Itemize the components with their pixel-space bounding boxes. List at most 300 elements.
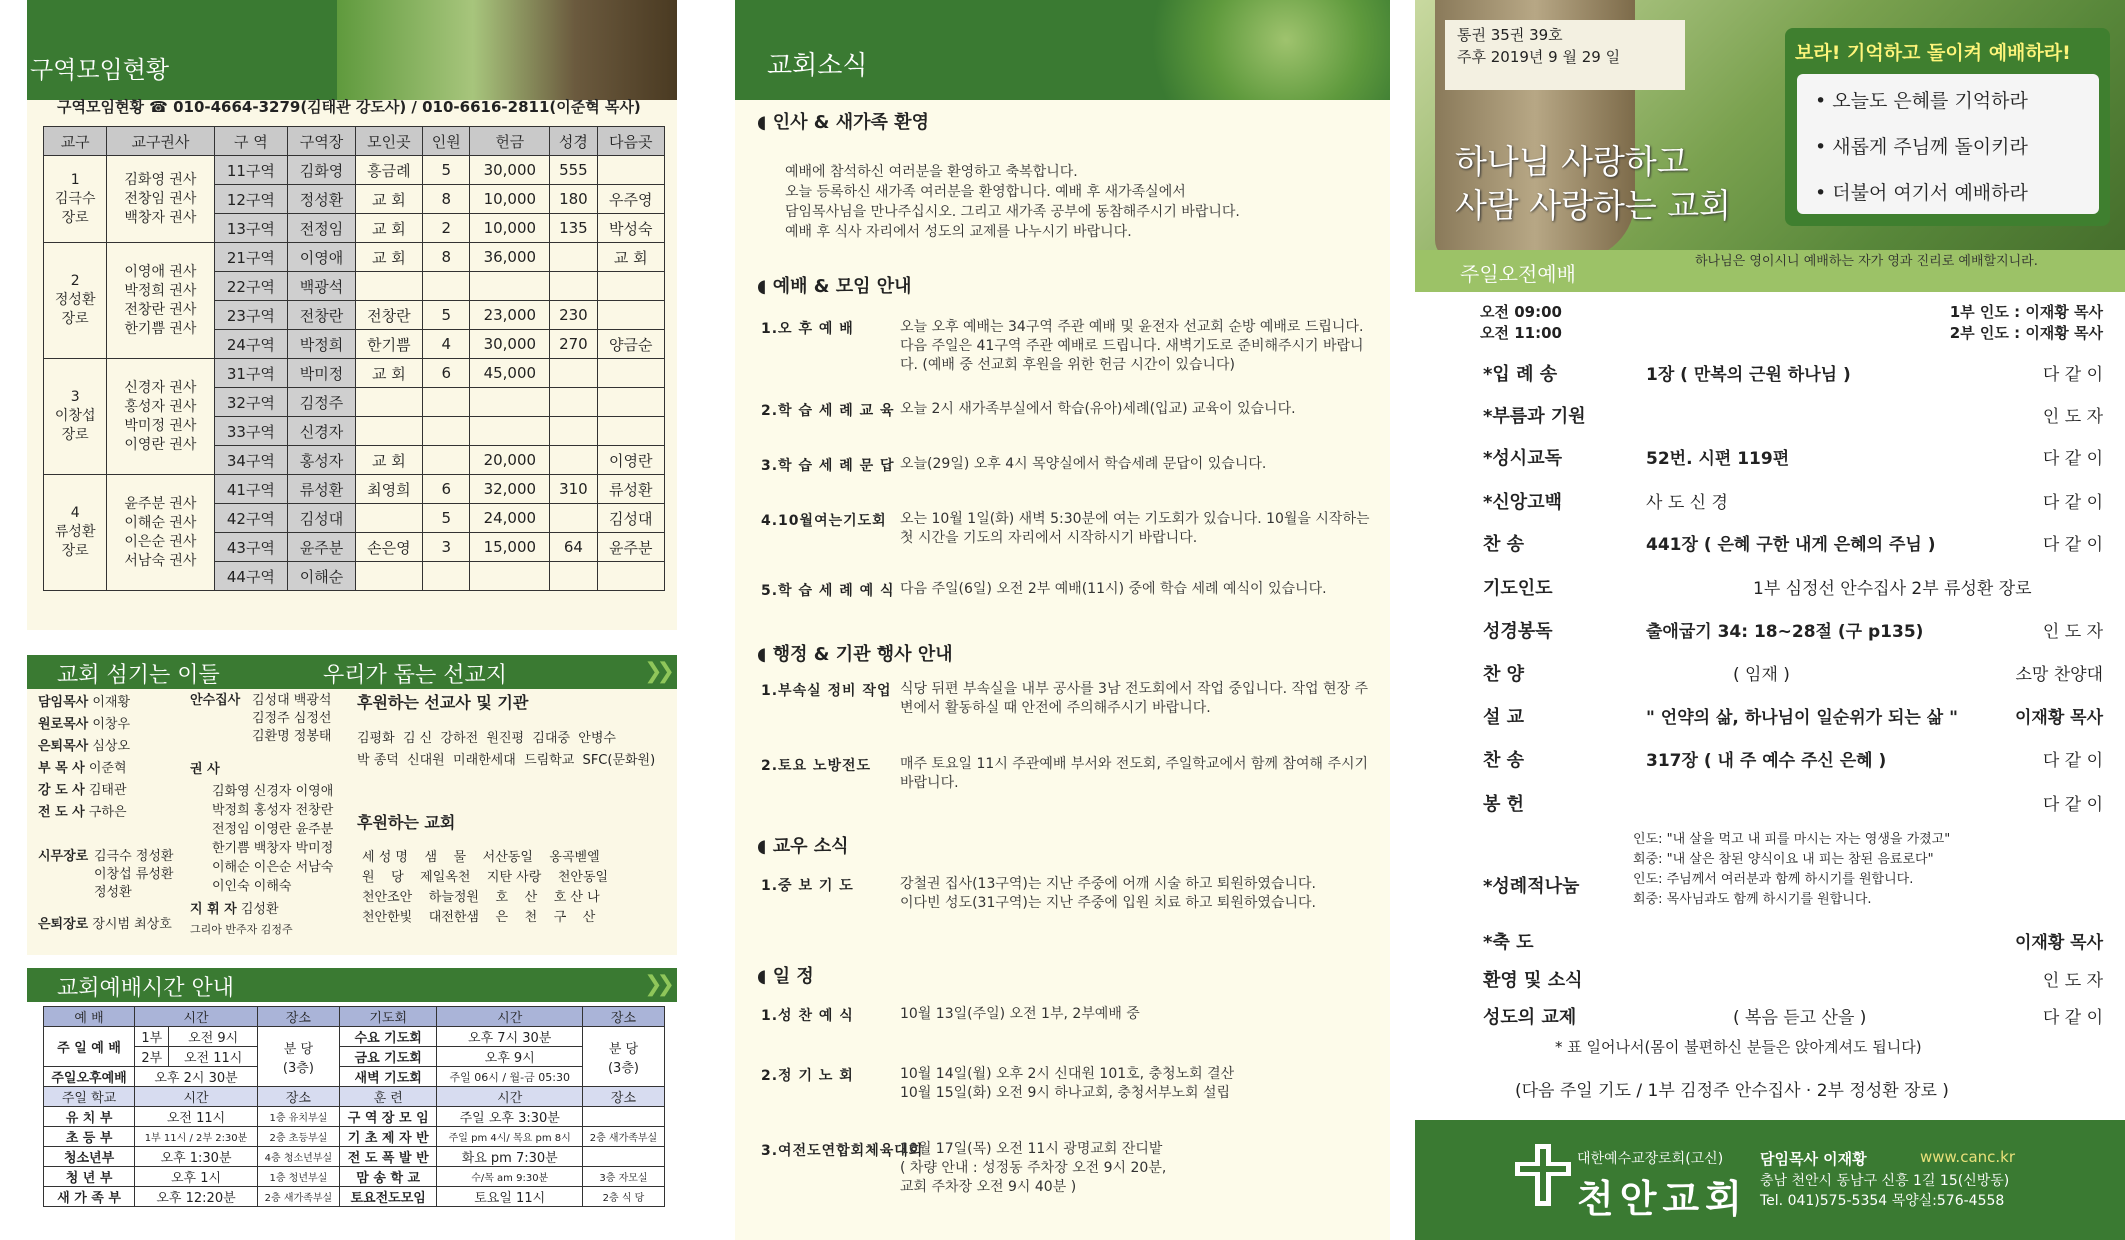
table-row <box>44 359 665 388</box>
retired-elders-label: 은퇴장로 <box>38 917 89 932</box>
column-header: 시간 <box>135 1087 258 1107</box>
order-detail: ( 임재 ) <box>1733 665 1790 685</box>
table-cell: 김정주 <box>288 388 355 417</box>
missionary-names: 김평화 김 신 강하전 원진평 김대중 안병수 박 종덕 신대원 미래한세대 드림학교 SFC(문화원) <box>357 731 656 768</box>
table-cell <box>550 504 597 533</box>
service-times <box>1480 302 1562 344</box>
verse: 하나님은 영이시니 예배하는 자가 영과 진리로 예배할지니라. <box>1695 254 2038 269</box>
table-cell <box>597 417 664 446</box>
column-header: 시간 <box>437 1007 582 1027</box>
time-second: 오전 11:00 <box>1480 324 1562 342</box>
order-leader: 소망 찬양대 <box>2015 665 2103 685</box>
flower-decoration <box>1130 0 1390 100</box>
order-detail: 317장 ( 내 주 예수 주신 은혜 ) <box>1646 751 1887 771</box>
elders-names: 김극수 정성환 이창섭 류성환 정성환 <box>94 849 174 900</box>
accompanist-name: 김정주 <box>260 923 293 936</box>
table-cell: 김화영 <box>288 156 355 185</box>
table-cell <box>582 1107 664 1127</box>
order-item: 찬 양 <box>1483 664 1525 685</box>
server-role: 강 도 사 <box>38 783 85 798</box>
table-cell: 11구역 <box>214 156 288 185</box>
chevron-icon: ❯❯ <box>644 659 669 684</box>
order-row <box>1483 790 2103 816</box>
news-item-label: 3.학 습 세 례 문 답 <box>761 458 895 474</box>
news-item-label: 1.오 후 예 배 <box>761 321 854 337</box>
table-cell <box>355 272 422 301</box>
order-leader: 다 같 이 <box>2042 535 2103 555</box>
table-cell: 오전 11시 <box>169 1047 257 1067</box>
news-item-text: 10월 13일(주일) 오전 1부, 2부예배 중 <box>900 1006 1140 1022</box>
table-cell: 청 년 부 <box>44 1167 135 1187</box>
theme-item: • 더불어 여기서 예배하라 <box>1815 182 2028 204</box>
service-name: 금요 기도회 <box>339 1047 437 1067</box>
panel-news <box>735 0 1390 1240</box>
table-cell: 이영란 <box>597 446 664 475</box>
table-cell <box>423 446 470 475</box>
server-role: 원로목사 <box>38 717 89 732</box>
table-cell: 2부 <box>135 1047 169 1067</box>
order-leader: 이재황 목사 <box>2014 933 2103 953</box>
order-item: *입 례 송 <box>1483 364 1558 385</box>
table-cell: 5 <box>423 504 470 533</box>
table-cell: 오후 2시 30분 <box>135 1067 258 1087</box>
table-cell <box>355 417 422 446</box>
order-item: 기도인도 <box>1483 578 1553 599</box>
table-cell: 손은영 <box>355 533 422 562</box>
table-cell: 30,000 <box>470 156 550 185</box>
order-detail: 1장 ( 만복의 근원 하나님 ) <box>1646 365 1851 385</box>
table-cell: 10,000 <box>470 185 550 214</box>
table-cell: 오전 11시 <box>135 1107 258 1127</box>
next-week-prayer: (다음 주일 기도 / 1부 김정주 안수집사 · 2부 정성환 장로 ) <box>1515 1081 1949 1101</box>
order-row <box>1483 1003 2103 1029</box>
missions-title: 우리가 돕는 선교지 <box>323 663 508 688</box>
table-cell: 맘 송 학 교 <box>339 1167 437 1187</box>
order-item: *성시교독 <box>1483 448 1562 469</box>
table-cell: 6 <box>423 475 470 504</box>
conductor-label: 지 휘 자 <box>190 902 237 917</box>
table-cell: 2층 식 당 <box>582 1187 664 1207</box>
table-row <box>44 243 665 272</box>
column-header: 기도회 <box>339 1007 437 1027</box>
column-header: 장소 <box>582 1087 664 1107</box>
column-header: 성경 <box>550 127 597 156</box>
issue-volume: 통권 35권 39호 <box>1457 26 1563 44</box>
table-cell: 22구역 <box>214 272 288 301</box>
tree-photo <box>337 0 677 100</box>
table-cell: 박미정 <box>288 359 355 388</box>
order-item: 성경봉독 <box>1483 621 1553 642</box>
column-header: 다음곳 <box>597 127 664 156</box>
table-cell: 최영희 <box>355 475 422 504</box>
table-cell: 20,000 <box>470 446 550 475</box>
news-item-text: 다음 주일(6일) 오전 2부 예배(11시) 중에 학습 세례 예식이 있습니다. <box>900 581 1327 597</box>
table-cell: 유 치 부 <box>44 1107 135 1127</box>
table-cell: 64 <box>550 533 597 562</box>
table-cell: 이영애 <box>288 243 355 272</box>
table-cell: 새 가 족 부 <box>44 1187 135 1207</box>
table-cell: 한기쁨 <box>355 330 422 359</box>
table-cell: 양금순 <box>597 330 664 359</box>
table-cell: 8 <box>423 185 470 214</box>
table-cell <box>597 301 664 330</box>
issue-box <box>1445 20 1685 90</box>
table-cell: 15,000 <box>470 533 550 562</box>
table-cell: 청소년부 <box>44 1147 135 1167</box>
service-leaders <box>1950 302 2103 344</box>
order-detail: ( 복음 듣고 산을 ) <box>1733 1008 1867 1028</box>
elders <box>38 848 174 932</box>
table-cell: 30,000 <box>470 330 550 359</box>
table-cell <box>423 272 470 301</box>
church-motto: 하나님 사랑하고 사람 사랑하는 교회 <box>1455 142 1732 225</box>
news-item-label: 4.10월여는기도회 <box>761 513 887 529</box>
panel-group-status <box>0 0 700 1240</box>
table-cell: 23구역 <box>214 301 288 330</box>
table-cell: 전 도 폭 발 반 <box>339 1147 437 1167</box>
order-detail: 1부 심정선 안수집사 2부 류성환 장로 <box>1753 579 2032 599</box>
leader-first: 1부 인도 : 이재황 목사 <box>1949 303 2103 321</box>
deacons-label: 안수집사 <box>190 693 241 708</box>
column-header: 교구권사 <box>107 127 214 156</box>
kwonsa <box>190 760 334 936</box>
news-item-label: 3.여전도연합회체육대회 <box>761 1143 924 1159</box>
page-title: 구역모임현황 <box>30 56 170 84</box>
pastor-name: 담임목사 이재황 <box>1760 1150 1867 1168</box>
server-row <box>38 714 130 736</box>
order-row <box>1483 660 2103 686</box>
table-cell: 270 <box>550 330 597 359</box>
table-row <box>44 1047 665 1067</box>
gutter <box>700 0 735 1240</box>
order-row <box>1483 703 2103 729</box>
table-cell: 오후 12:20분 <box>135 1187 258 1207</box>
order-leader: 인 도 자 <box>2042 971 2103 991</box>
time-first: 오전 09:00 <box>1480 303 1562 321</box>
table-cell <box>597 156 664 185</box>
table-cell <box>470 388 550 417</box>
theme-item: • 새롭게 주님께 돌이키라 <box>1815 136 2028 158</box>
news-item-label: 2.학 습 세 례 교 육 <box>761 403 895 419</box>
news-item-text: 매주 토요일 11시 주관예배 부서와 전도회, 주일학교에서 함께 참여해 주시기 바랍니다. <box>900 756 1369 791</box>
order-detail: 52번. 시편 119편 <box>1646 449 1790 469</box>
supported-churches-subtitle: 후원하는 교회 <box>357 813 456 832</box>
section-worship-notice: ◖ 예배 & 모임 안내 <box>757 276 912 297</box>
server-name: 김태관 <box>84 783 127 798</box>
table-row <box>44 1107 665 1127</box>
server-name: 이재황 <box>88 695 131 710</box>
column-header: 헌금 <box>470 127 550 156</box>
order-item: *신앙고백 <box>1483 492 1562 513</box>
district-elder: 2 정성환 장로 <box>44 243 107 359</box>
servers-title: 교회 섬기는 이들 <box>57 663 220 688</box>
kwonsa-names: 김화영 신경자 이영애 박정희 홍성자 전창란 전정임 이영란 윤주분 한기쁨 백창자 박미정 이해순 이은순 서남숙 이인숙 이해숙 <box>212 784 334 894</box>
section-greeting: ◖ 인사 & 새가족 환영 <box>757 112 929 133</box>
table-cell: 오후 1:30분 <box>135 1147 258 1167</box>
worship-title: 교회예배시간 안내 <box>57 976 235 1001</box>
server-name: 이창우 <box>88 717 131 732</box>
table-cell <box>550 243 597 272</box>
order-item: *부름과 기원 <box>1483 406 1586 427</box>
table-cell <box>355 388 422 417</box>
table-cell <box>470 272 550 301</box>
table-cell: 기 초 제 자 반 <box>339 1127 437 1147</box>
table-cell: 흥금례 <box>355 156 422 185</box>
denomination: 대한예수교장로회(고신) <box>1577 1151 1724 1167</box>
table-cell <box>355 504 422 533</box>
order-detail: 441장 ( 은혜 구한 내게 은혜의 주님 ) <box>1646 535 1936 555</box>
table-cell: 분 당 (3층) <box>582 1027 664 1087</box>
table-cell: 180 <box>550 185 597 214</box>
table-cell: 6 <box>423 359 470 388</box>
column-header: 인원 <box>423 127 470 156</box>
news-item-text: 오늘(29일) 오후 4시 목양실에서 학습세례 문답이 있습니다. <box>900 456 1267 472</box>
table-cell: 1부 <box>135 1027 169 1047</box>
deacons <box>190 692 332 744</box>
table-header-row <box>44 127 665 156</box>
table-cell: 4 <box>423 330 470 359</box>
table-cell: 교 회 <box>597 243 664 272</box>
table-cell: 310 <box>550 475 597 504</box>
servers-list <box>38 692 130 824</box>
group-register-table <box>43 126 665 591</box>
kwonsa-label: 권 사 <box>190 762 220 777</box>
table-cell: 화요 pm 7:30분 <box>437 1147 582 1167</box>
column-header: 장소 <box>582 1007 664 1027</box>
order-leader: 이재황 목사 <box>2014 708 2103 728</box>
table-cell <box>597 272 664 301</box>
table-cell <box>550 562 597 591</box>
server-role: 담임목사 <box>38 695 89 710</box>
service-name: 주 일 예 배 <box>44 1027 135 1067</box>
news-item-label: 1.중 보 기 도 <box>761 878 854 894</box>
table-cell: 1층 청년부실 <box>257 1167 339 1187</box>
table-cell <box>550 359 597 388</box>
news-item-label: 1.성 찬 예 식 <box>761 1008 854 1024</box>
worship-bar <box>27 968 677 1002</box>
column-header: 훈 련 <box>339 1087 437 1107</box>
district-kwonsa: 이영애 권사 박정희 권사 전창란 권사 한기쁨 권사 <box>107 243 214 359</box>
table-cell: 교 회 <box>355 446 422 475</box>
order-leader: 다 같 이 <box>2042 365 2103 385</box>
table-cell: 555 <box>550 156 597 185</box>
news-item-text: 오늘 오후 예배는 34구역 주관 예배 및 윤전자 선교회 순방 예배로 드립니다. 다음 주일은 41구역 주관 예배로 드립니다. 새벽기도로 준비해주시기 바랍니다. (예배 중 선교회 후원을 위한 헌금 시간이 있습니다) <box>900 319 1364 373</box>
service-name: 새벽 기도회 <box>339 1067 437 1087</box>
issue-date: 주후 2019년 9 월 29 일 <box>1457 48 1621 66</box>
table-cell: 2층 새가족부실 <box>257 1187 339 1207</box>
order-item: *축 도 <box>1483 932 1534 953</box>
table-cell: 21구역 <box>214 243 288 272</box>
table-row <box>44 1027 665 1047</box>
table-cell: 정성환 <box>288 185 355 214</box>
table-cell: 주일 06시 / 월-금 05:30 <box>437 1067 582 1087</box>
column-header: 주일 학교 <box>44 1087 135 1107</box>
table-cell: 42구역 <box>214 504 288 533</box>
table-cell: 5 <box>423 156 470 185</box>
service-times-table <box>43 1006 665 1207</box>
district-elder: 4 류성환 장로 <box>44 475 107 591</box>
news-item-label: 1.부속실 정비 작업 <box>761 683 892 699</box>
district-elder: 3 이창섭 장로 <box>44 359 107 475</box>
table-cell: 31구역 <box>214 359 288 388</box>
table-row <box>44 1127 665 1147</box>
theme-item: • 오늘도 은혜를 기억하라 <box>1815 90 2028 112</box>
table-cell: 34구역 <box>214 446 288 475</box>
table-cell: 12구역 <box>214 185 288 214</box>
table-cell: 교 회 <box>355 243 422 272</box>
order-detail: " 언약의 삶, 하나님이 일순위가 되는 삶 " <box>1646 708 1958 728</box>
communion-text: 인도: "내 살을 먹고 내 피를 마시는 자는 영생을 가졌고" 회중: "내 살은 참된 양식이요 내 피는 참된 음료로다" 인도: 주님께서 여러분과 함께 하시기를 원합니다. 회중: 목사님과도 함께 하시기를 원합니다. <box>1633 832 1951 907</box>
column-header: 시간 <box>437 1087 582 1107</box>
district-elder: 1 김극수 장로 <box>44 156 107 243</box>
table-cell <box>470 417 550 446</box>
table-cell: 윤주분 <box>288 533 355 562</box>
news-item-text: 강철권 집사(13구역)는 지난 주중에 어깨 시술 하고 퇴원하였습니다. 이다빈 성도(31구역)는 지난 주중에 입원 치료 하고 퇴원하였습니다. <box>900 876 1316 911</box>
elders-label: 시무장로 <box>38 849 89 864</box>
table-cell: 전창란 <box>355 301 422 330</box>
order-item: 성도의 교제 <box>1483 1007 1577 1028</box>
conductor-name: 김성환 <box>240 902 279 917</box>
news-item-text: 식당 뒤편 부속실을 내부 공사를 3남 전도회에서 작업 중입니다. 작업 현장 주변에서 활동하실 때 안전에 주의해주시기 바랍니다. <box>900 681 1369 716</box>
table-cell: 1부 11시 / 2부 2:30분 <box>135 1127 258 1147</box>
table-cell: 우주영 <box>597 185 664 214</box>
news-item-label: 5.학 습 세 례 예 식 <box>761 583 895 599</box>
table-cell: 3층 자모실 <box>582 1167 664 1187</box>
news-item-label: 2.토요 노방전도 <box>761 758 872 774</box>
order-leader: 다 같 이 <box>2042 795 2103 815</box>
server-row <box>38 780 130 802</box>
table-cell: 이해순 <box>288 562 355 591</box>
order-row <box>1483 966 2103 992</box>
news-item-text: 10월 14일(월) 오후 2시 신대원 101호, 충청노회 결산 10월 15일(화) 오전 9시 하나교회, 충청서부노회 설립 <box>900 1066 1235 1101</box>
server-row <box>38 758 130 780</box>
table-cell: 윤주분 <box>597 533 664 562</box>
table-cell <box>550 446 597 475</box>
table-cell <box>423 562 470 591</box>
table-cell: 수/목 am 9:30분 <box>437 1167 582 1187</box>
table-cell: 토요전도모임 <box>339 1187 437 1207</box>
table-cell: 2층 새가족부실 <box>582 1127 664 1147</box>
table-cell: 류성환 <box>597 475 664 504</box>
table-cell: 초 등 부 <box>44 1127 135 1147</box>
table-cell: 36,000 <box>470 243 550 272</box>
table-cell: 박성숙 <box>597 214 664 243</box>
column-header: 예 배 <box>44 1007 135 1027</box>
table-cell <box>597 388 664 417</box>
section-members: ◖ 교우 소식 <box>757 836 849 857</box>
order-leader: 인 도 자 <box>2042 407 2103 427</box>
order-detail: 출애굽기 34: 18~28절 (구 p135) <box>1646 622 1924 642</box>
table-cell: 구 역 장 모 임 <box>339 1107 437 1127</box>
table-row <box>44 475 665 504</box>
district-kwonsa: 김화영 권사 전창임 권사 백창자 권사 <box>107 156 214 243</box>
table-cell <box>582 1147 664 1167</box>
table-cell <box>550 388 597 417</box>
table-cell: 32,000 <box>470 475 550 504</box>
standing-note: * 표 일어나서(몸이 불편하신 분들은 앉아계셔도 됩니다) <box>1555 1038 1922 1056</box>
telephone: Tel. 041)575-5354 목양실:576-4558 <box>1760 1193 2005 1209</box>
table-row <box>44 1147 665 1167</box>
table-cell: 백광석 <box>288 272 355 301</box>
order-row <box>1483 530 2103 556</box>
table-cell: 41구역 <box>214 475 288 504</box>
table-cell: 43구역 <box>214 533 288 562</box>
order-row <box>1483 444 2103 470</box>
table-cell: 김성대 <box>288 504 355 533</box>
chevron-icon: ❯❯ <box>644 972 669 997</box>
table-cell: 교 회 <box>355 359 422 388</box>
website-link[interactable]: www.canc.kr <box>1920 1148 2016 1166</box>
theme-list <box>1797 74 2099 214</box>
order-row <box>1483 617 2103 643</box>
table-cell: 8 <box>423 243 470 272</box>
district-kwonsa: 신경자 권사 홍성자 권사 박미정 권사 이영란 권사 <box>107 359 214 475</box>
theme-box <box>1785 28 2110 226</box>
server-row <box>38 736 130 758</box>
order-row <box>1483 360 2103 386</box>
service-name: 수요 기도회 <box>339 1027 437 1047</box>
table-cell <box>597 359 664 388</box>
server-name: 이준혁 <box>84 761 127 776</box>
order-leader: 인 도 자 <box>2042 622 2103 642</box>
section-admin: ◖ 행정 & 기관 행사 안내 <box>757 644 953 665</box>
table-cell: 10,000 <box>470 214 550 243</box>
table-cell <box>470 562 550 591</box>
panel-order-of-service <box>1415 0 2125 1240</box>
server-role: 전 도 사 <box>38 805 85 820</box>
retired-elders-names: 장시범 최상호 <box>92 917 172 932</box>
servers-bar <box>27 655 677 689</box>
news-item-label: 2.정 기 노 회 <box>761 1068 854 1084</box>
table-row <box>44 156 665 185</box>
column-header: 장소 <box>257 1087 339 1107</box>
accompanist-label: 그리아 반주자 <box>190 923 258 936</box>
table-cell: 김성대 <box>597 504 664 533</box>
order-row <box>1483 402 2103 428</box>
table-cell: 신경자 <box>288 417 355 446</box>
table-cell <box>355 562 422 591</box>
news-item-text: 10월 17일(목) 오전 11시 광명교회 잔디밭 ( 차량 안내 : 성정동 주차장 오전 9시 20분, 교회 주차장 오전 9시 40분 ) <box>900 1141 1167 1195</box>
gutter <box>1390 0 1415 1240</box>
column-header: 모인곳 <box>355 127 422 156</box>
table-cell: 33구역 <box>214 417 288 446</box>
order-leader: 다 같 이 <box>2042 1008 2103 1028</box>
address: 충남 천안시 동남구 신흥 1길 15(신방동) <box>1760 1173 2010 1189</box>
table-cell: 홍성자 <box>288 446 355 475</box>
church-logo-icon <box>1515 1144 1571 1206</box>
communion-label: *성례적나눔 <box>1483 876 1580 897</box>
table-cell: 전창란 <box>288 301 355 330</box>
news-item-text: 오늘 2시 새가족부실에서 학습(유아)세례(입교) 교육이 있습니다. <box>900 401 1296 417</box>
table-cell: 44구역 <box>214 562 288 591</box>
service-name: 주일오전예배 <box>1460 262 1576 286</box>
server-name: 구하은 <box>84 805 127 820</box>
service-name: 주일오후예배 <box>44 1067 135 1087</box>
server-row <box>38 802 130 824</box>
table-cell: 류성환 <box>288 475 355 504</box>
table-cell: 24구역 <box>214 330 288 359</box>
table-row <box>44 1167 665 1187</box>
server-role: 은퇴목사 <box>38 739 89 754</box>
column-header: 교구 <box>44 127 107 156</box>
table-row <box>44 1187 665 1207</box>
table-cell: 박정희 <box>288 330 355 359</box>
footer <box>1415 1120 2125 1240</box>
table-cell: 45,000 <box>470 359 550 388</box>
order-row <box>1483 488 2103 514</box>
contact-line: 구역모임현황 ☎ 010-4664-3279(김태관 강도사) / 010-6616-2811(이준혁 목사) <box>57 98 641 116</box>
table-cell <box>550 272 597 301</box>
